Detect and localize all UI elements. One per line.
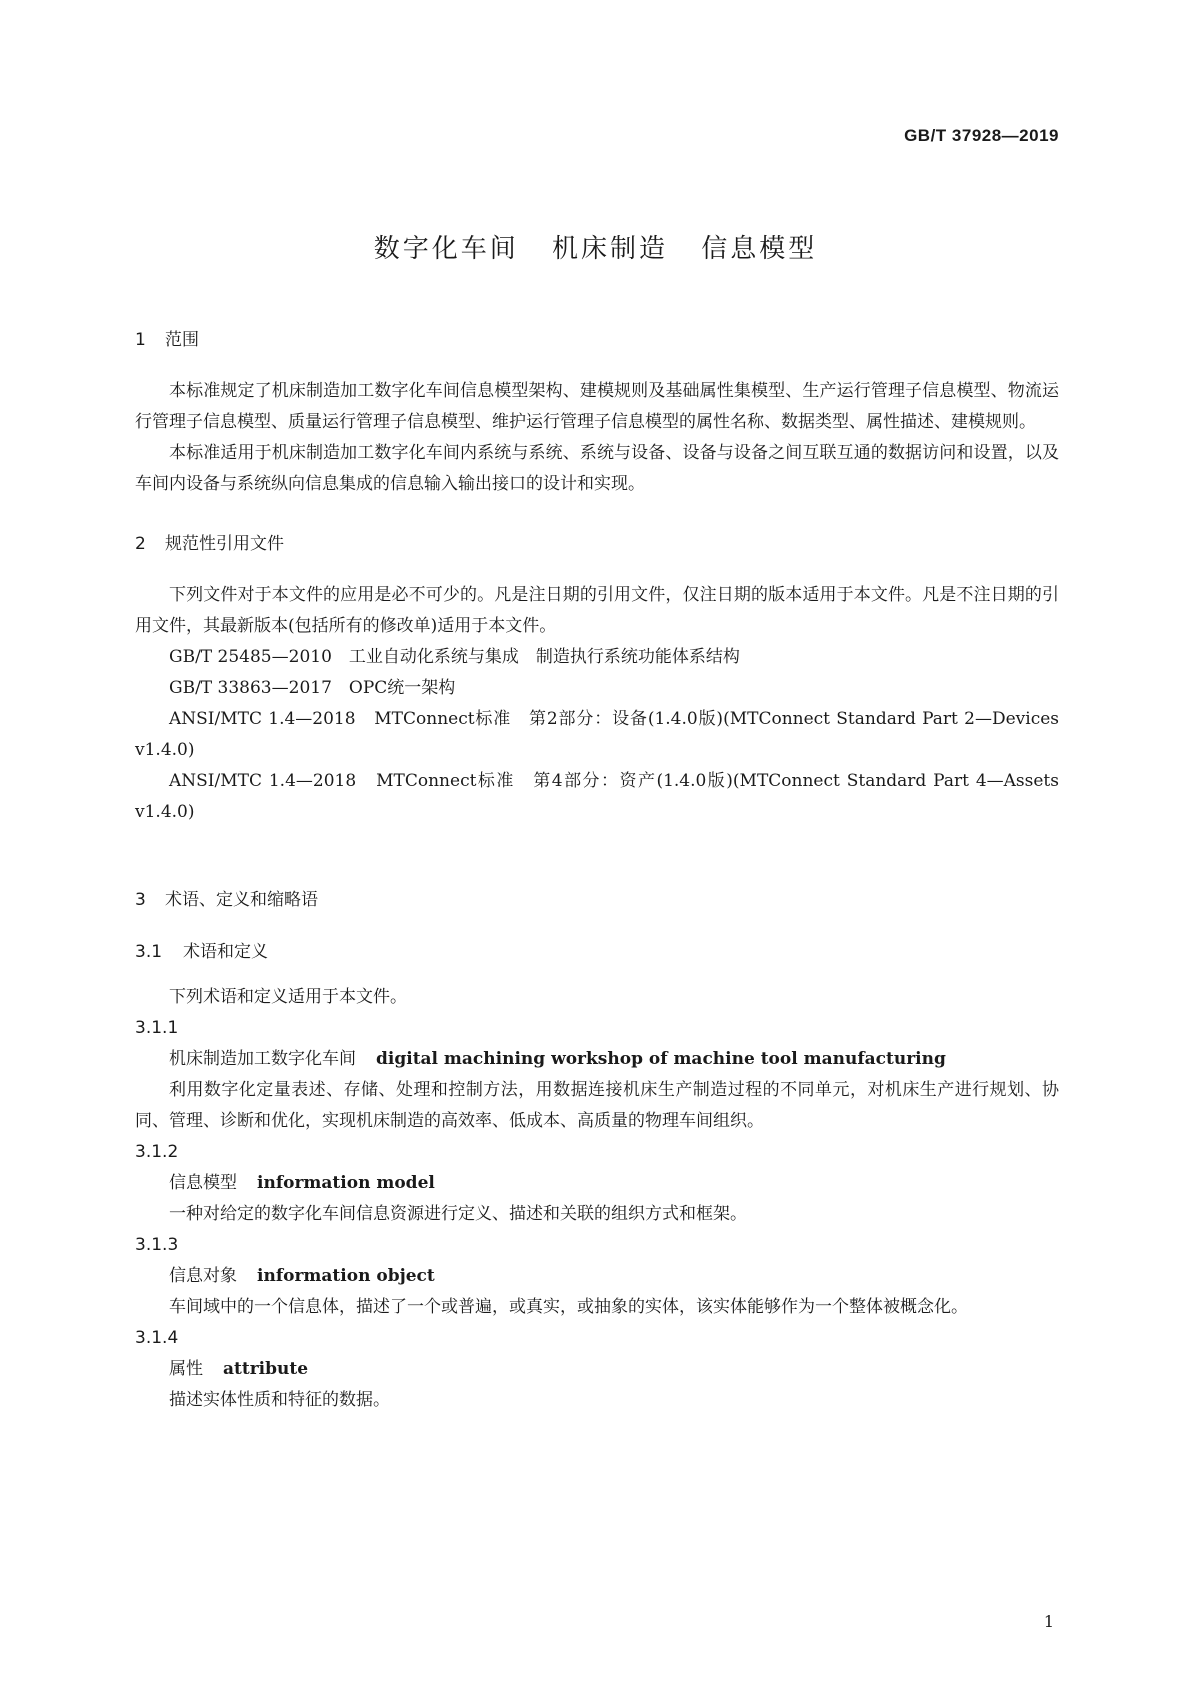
- term-number: 3.1.4: [135, 1328, 179, 1348]
- term-number: 3.1.3: [135, 1235, 179, 1255]
- subsection-3-1-heading: [135, 940, 1059, 964]
- document-title: 数字化车间 机床制造 信息模型: [373, 234, 818, 264]
- term-number: 3.1.2: [135, 1142, 179, 1162]
- scope-paragraph-2: 本标准适用于机床制造加工数字化车间内系统与系统、系统与设备、设备与设备之间互联互通的数据访问和设置，以及车间内设备与系统纵向信息集成的信息输入输出接口的设计和实现。: [135, 443, 1059, 494]
- term-name-en: information object: [257, 1266, 435, 1286]
- term-definition: 描述实体性质和特征的数据。: [169, 1390, 390, 1410]
- section-number: 3: [135, 890, 146, 910]
- term-name-en: attribute: [223, 1359, 309, 1379]
- terms-intro: 下列术语和定义适用于本文件。: [169, 987, 407, 1007]
- section-1-heading: [135, 328, 1059, 352]
- term-name-zh: 信息对象: [169, 1266, 237, 1286]
- term-definition: 车间域中的一个信息体，描述了一个或普遍，或真实，或抽象的实体，该实体能够作为一个整体被概念化。: [169, 1297, 968, 1317]
- reference-item: ANSI/MTC 1.4—2018 MTConnect标准 第2部分：设备(1.4.0版)(MTConnect Standard Part 2—Devices v1.4.0): [135, 709, 1059, 760]
- subsection-number: 3.1: [135, 942, 163, 962]
- reference-item: GB/T 33863—2017 OPC统一架构: [169, 678, 456, 698]
- section-title: 术语、定义和缩略语: [165, 890, 318, 910]
- term-name-en: digital machining workshop of machine tool manufacturing: [376, 1049, 946, 1069]
- term-name: [135, 1168, 1059, 1199]
- term-name: [135, 1261, 1059, 1292]
- section-number: 1: [135, 330, 146, 350]
- term-name-zh: 属性: [169, 1359, 203, 1379]
- term-definition: 一种对给定的数字化车间信息资源进行定义、描述和关联的组织方式和框架。: [169, 1204, 747, 1224]
- reference-item: GB/T 25485—2010 工业自动化系统与集成 制造执行系统功能体系结构: [169, 647, 740, 667]
- section-number: 2: [135, 534, 146, 554]
- references-intro: 下列文件对于本文件的应用是必不可少的。凡是注日期的引用文件，仅注日期的版本适用于本文件。凡是不注日期的引用文件，其最新版本(包括所有的修改单)适用于本文件。: [135, 585, 1059, 636]
- term-name-zh: 机床制造加工数字化车间: [169, 1049, 356, 1069]
- reference-item: ANSI/MTC 1.4—2018 MTConnect标准 第4部分：资产(1.4.0版)(MTConnect Standard Part 4—Assets v1.4.0): [135, 771, 1059, 822]
- section-title: 范围: [165, 330, 199, 350]
- term-name: [135, 1044, 1059, 1075]
- section-title: 规范性引用文件: [165, 534, 284, 554]
- page-number: 1: [1043, 1612, 1054, 1631]
- section-3-heading: [135, 888, 1059, 912]
- scope-paragraph-1: 本标准规定了机床制造加工数字化车间信息模型架构、建模规则及基础属性集模型、生产运行管理子信息模型、物流运行管理子信息模型、质量运行管理子信息模型、维护运行管理子信息模型的属性名称、数据类型、属性描述、建模规则。: [135, 381, 1059, 432]
- subsection-title: 术语和定义: [183, 942, 268, 962]
- document-code: GB/T 37928—2019: [904, 126, 1059, 145]
- document-body: [135, 328, 1059, 1416]
- term-name-en: information model: [257, 1173, 435, 1193]
- term-name-zh: 信息模型: [169, 1173, 237, 1193]
- term-name: [135, 1354, 1059, 1385]
- section-2-heading: [135, 532, 1059, 556]
- term-number: 3.1.1: [135, 1018, 179, 1038]
- term-definition: 利用数字化定量表述、存储、处理和控制方法，用数据连接机床生产制造过程的不同单元，对机床生产进行规划、协同、管理、诊断和优化，实现机床制造的高效率、低成本、高质量的物理车间组织。: [135, 1080, 1059, 1131]
